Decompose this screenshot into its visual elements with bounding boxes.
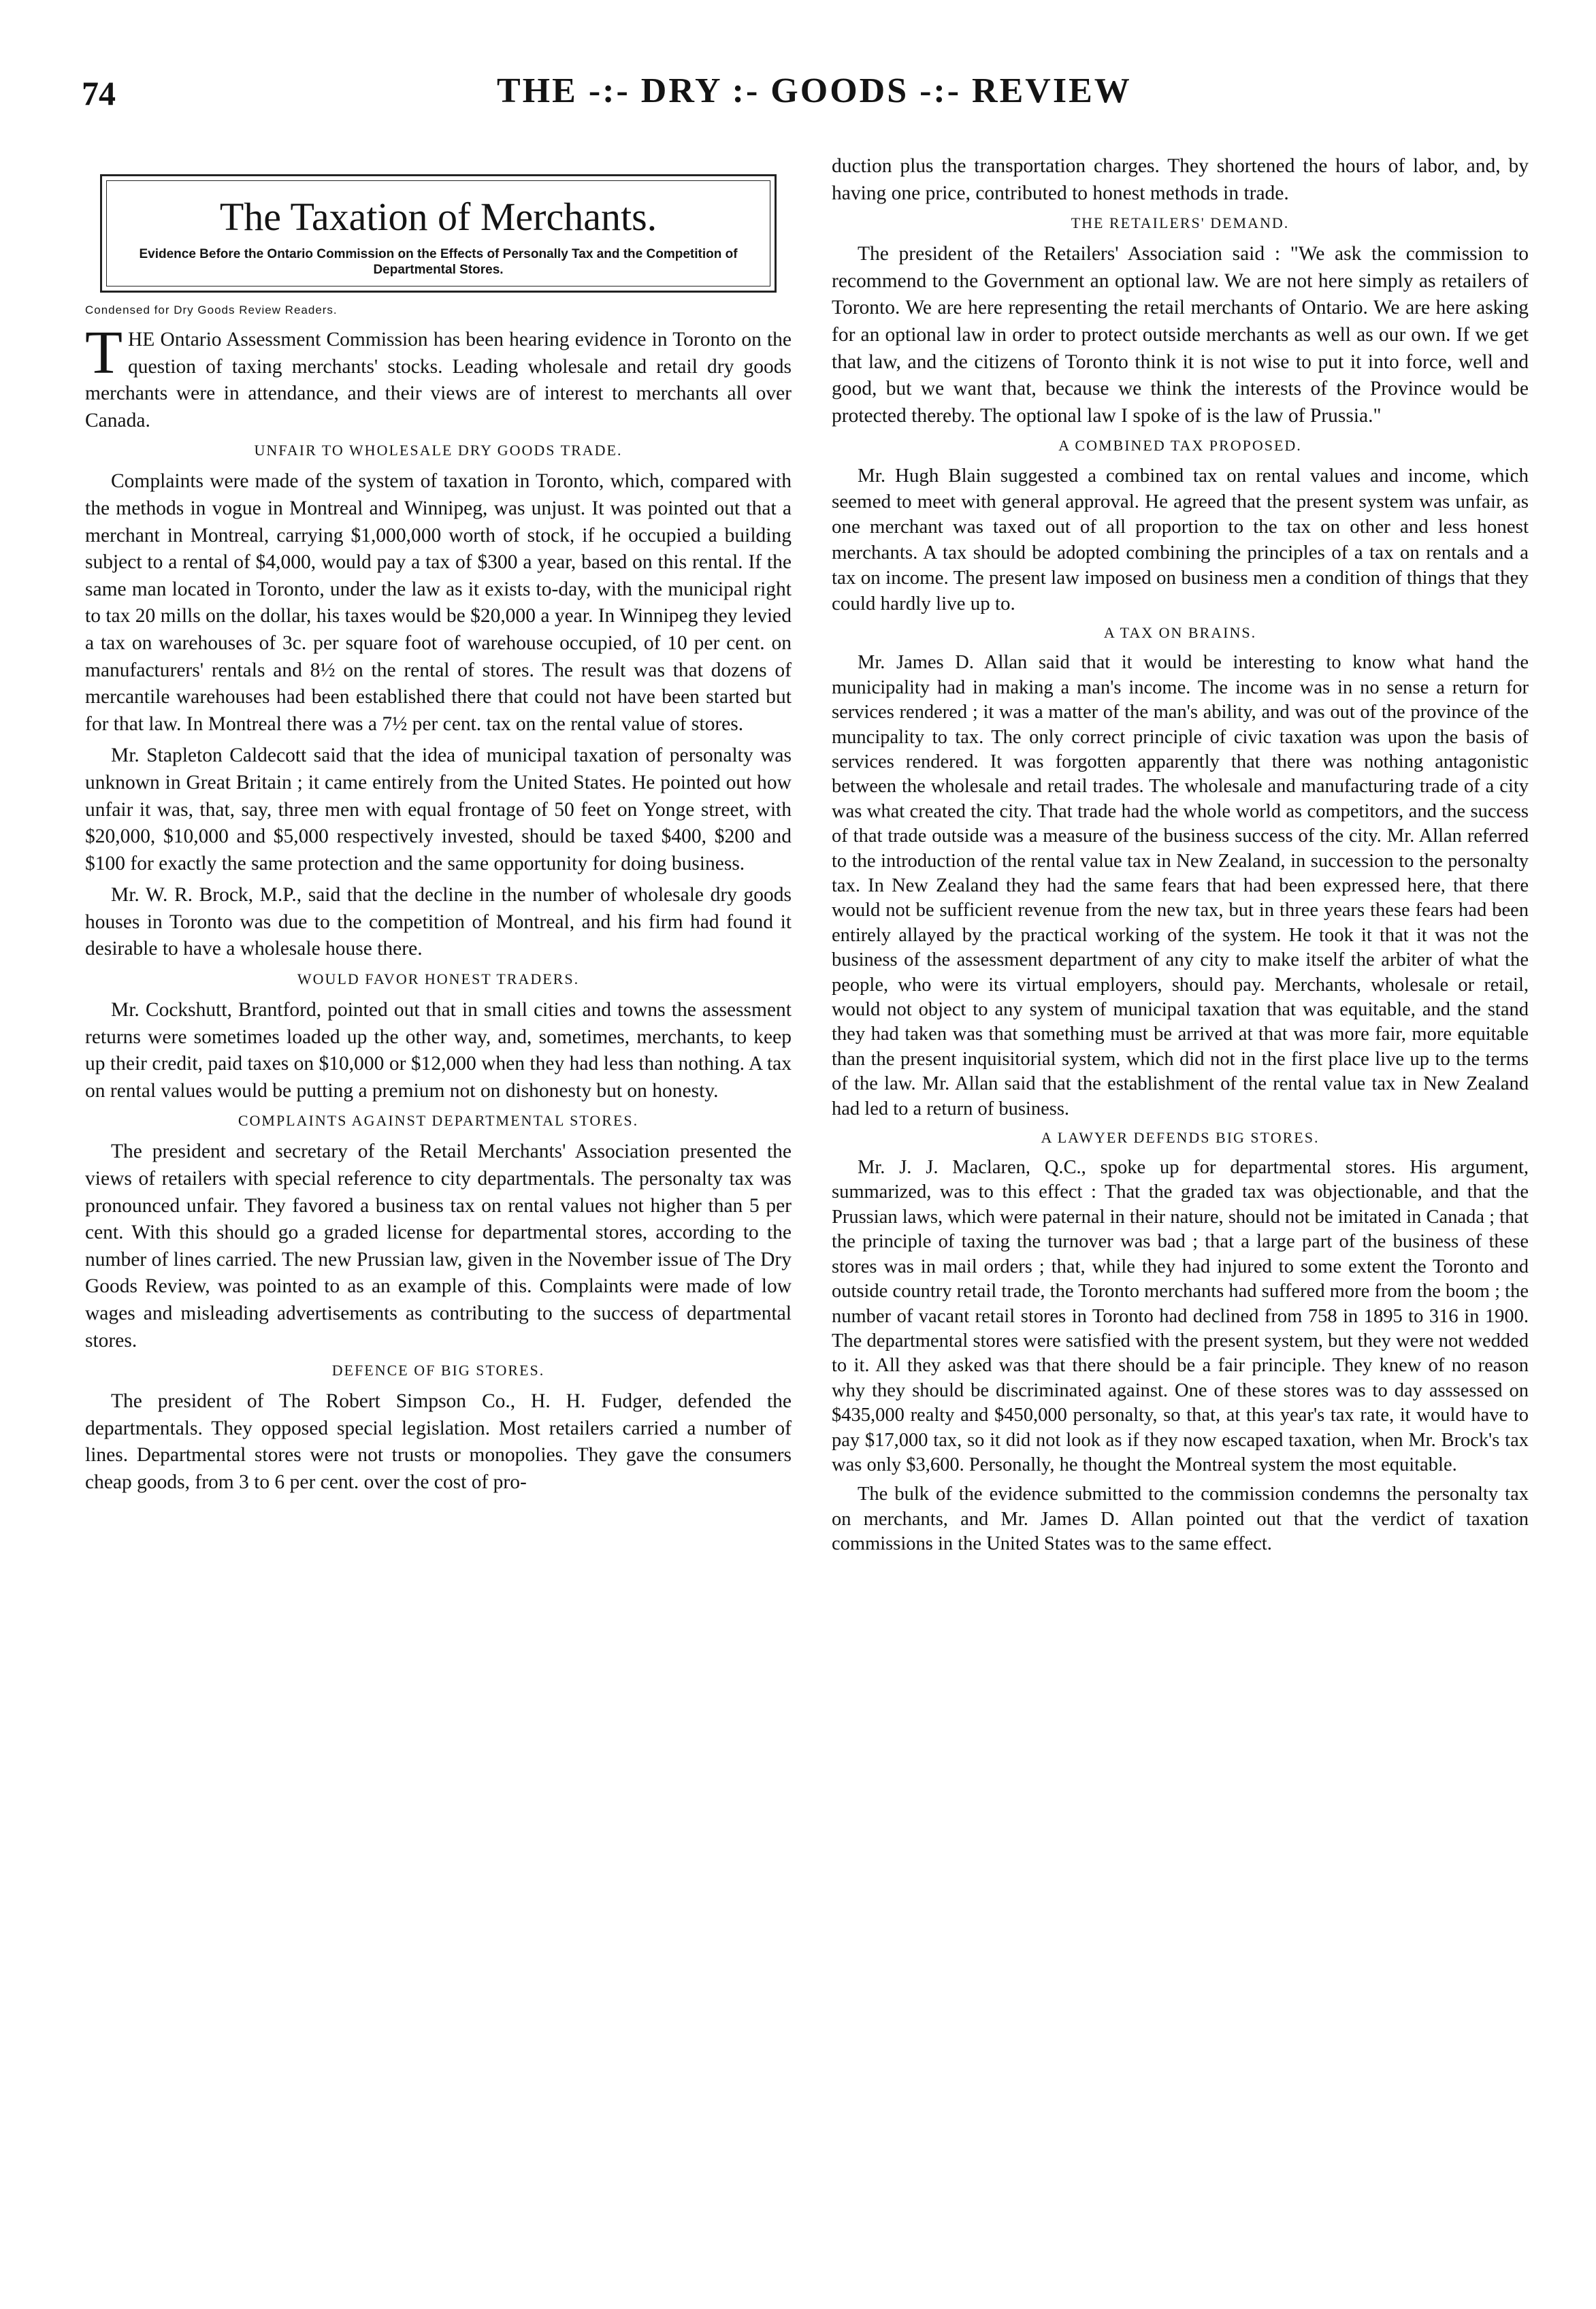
article-title: The Taxation of Merchants. xyxy=(219,195,657,239)
paragraph: The president of the Retailers' Association said : "We ask the commission to recommend to the Government an optional law. We are not here simply as retailers of Toronto. We are here representing the retail merchants of Ontario. We are here asking for an optional law in order to protect outside merchants as well as our own. If we get that law, and the citizens of Toronto think it is not wise to put it into force, well and good, but we want that, because we think the interests of the Province would be protected thereby. The optional law I spoke of is the law of Prussia." xyxy=(832,243,1529,427)
section-heading: A LAWYER DEFENDS BIG STORES. xyxy=(1041,1129,1320,1147)
lead-text: HE Ontario Assessment Commission has been hearing evidence in Toronto on the question of taxing merchants' stocks. Leading wholesale and retail dry goods merchants were in attendance, and their views are of interest to merchants all over Canada. xyxy=(85,329,792,431)
title-box-inner xyxy=(106,180,770,286)
paragraph: Complaints were made of the system of taxation in Toronto, which, compared with the methods in vogue in Montreal and Winnipeg, was unjust. It was pointed out that a merchant in Montreal, carrying $1,000,000 worth of stock, if he occupied a building subject to a rental of $4,000, would pay a tax of $300 a year, based on this rental. If the same man located in Toronto, under the law as it exists to-day, with the municipal right to tax 20 mills on the dollar, his taxes would be $20,000 a year. In Winnipeg they levied a tax on warehouses of 3c. per square foot of warehouse occupied, of 10 per cent. on manufacturers' rentals and 8½ on the rental of stores. The result was that dozens of mercantile warehouses had been established there that could not have been started but for that law. In Montreal there was a 7½ per cent. tax on the rental value of stores. xyxy=(85,470,792,735)
section-heading: UNFAIR TO WHOLESALE DRY GOODS TRADE. xyxy=(254,442,623,459)
paragraph: Mr. James D. Allan said that it would be interesting to know what hand the municipality had in making a man's income. The income was in no sense a return for services rendered ; it was a matter of the man's ability, and was out of the province of the muncipality to tax. The only correct principle of civic taxation was upon the basis of services rendered. It was forgotten apparently that there was nothing antagonistic between the wholesale and retail trades. The wholesale and manufacturing trade of a city was what created the city. That trade had the whole world as competitors, and the success of that trade outside was a measure of the business success of the city. Mr. Allan referred to the introduction of the rental value tax in New Zealand, in succession to the personalty tax. In New Zealand they had the same fears that had been expressed here, that there would not be sufficient revenue from the new tax, but in three years these fears had been entirely allayed by the practical working of the system. He took it that it was not the business of the assessment department of any city to make itself the arbiter of what the people, who were its virtual employers, should pay. Merchants, wholesale or retail, would not object to any system of municipal taxation that was equitable, and the stand they had taken was that something must be arrived at that was more fair, more equitable than the present inquisitorial system, which did not in the first place live up to the terms of the law. Mr. Allan said that the establishment of the rental value tax in New Zealand had led to a return of business. xyxy=(832,652,1529,1119)
paragraph: duction plus the transportation charges. They shortened the hours of labor, and, by having one price, contributed to honest methods in trade. xyxy=(832,155,1529,204)
lead-paragraph xyxy=(85,319,792,434)
paragraph: The president of The Robert Simpson Co., H. H. Fudger, defended the departmentals. They opposed special legislation. Most retailers carried a number of lines. Departmental stores were not trusts or monopolies. They gave the consumers cheap goods, from 3 to 6 per cent. over the cost of pro- xyxy=(85,1390,792,1493)
paragraph: Mr. W. R. Brock, M.P., said that the decline in the number of wholesale dry goods houses in Toronto was due to the competition of Montreal, and his firm had found it desirable to have a wholesale house there. xyxy=(85,884,792,960)
paragraph: The president and secretary of the Retail Merchants' Association presented the views of retailers with special reference to city departmentals. The personalty tax was pronounced unfair. They favored a business tax on rental values not higher than 5 per cent. With this should go a graded license for departmental stores, according to the number of lines carried. The new Prussian law, given in the November issue of The Dry Goods Review, was pointed to as an example of this. Complaints were made of low wages and misleading advertisements as contributing to the success of departmental stores. xyxy=(85,1141,792,1352)
right-column xyxy=(832,153,1529,1562)
section-heading: COMPLAINTS AGAINST DEPARTMENTAL STORES. xyxy=(238,1112,639,1130)
article-subtitle: Evidence Before the Ontario Commission on the Effects of Personally Tax and the Competition of Departmental Stores. xyxy=(139,247,738,277)
paragraph: The bulk of the evidence submitted to the commission condemns the personalty tax on merchants, and Mr. James D. Allan pointed out that the verdict of taxation commissions in the United States was to the same effect. xyxy=(832,1484,1529,1555)
paragraph: Mr. Cockshutt, Brantford, pointed out that in small cities and towns the assessment returns were sometimes loaded up the other way, and, sometimes, merchants, to keep up their credit, paid taxes on $10,000 or $12,000 when they had less than nothing. A tax on rental values would be putting a premium not on dishonesty but on honesty. xyxy=(85,999,792,1102)
section-heading: A COMBINED TAX PROPOSED. xyxy=(1058,437,1302,455)
section-heading: DEFENCE OF BIG STORES. xyxy=(331,1362,545,1379)
paragraph: Mr. Stapleton Caldecott said that the idea of municipal taxation of personalty was unknown in Great Britain ; it came entirely from the United States. He pointed out how unfair it was, that, say, three men with equal frontage of 50 feet on Yonge street, with $20,000, $10,000 and $5,000 respectively invested, should be taxed $400, $200 and $100 for exactly the same protection and the same opportunity for doing business. xyxy=(85,744,792,874)
paragraph: Mr. J. J. Maclaren, Q.C., spoke up for departmental stores. His argument, summarized, was to this effect : That the graded tax was objectionable, and that the Prussian laws, which were paternal in their nature, should not be imitated in Canada ; that the principle of taxing the turnover was bad ; that a large part of the business of these stores was in mail orders ; that, while they had injured to some extent the Toronto and outside country retail trade, the Toronto merchants had suffered more from the boom ; the number of vacant retail stores in Toronto had declined from 758 in 1895 to 316 in 1900. The departmental stores were satisfied with the present system, but they were not wedded to it. All they asked was that there should be a fair principle. They knew of no reason why they should be discriminated against. One of these stores was to day asssessed on $435,000 realty and $450,000 personalty, so that, at this year's tax rate, it would have to pay $17,000 tax, so it did not look as if they now escaped taxation, when Mr. Brock's tax was only $3,600. Personally, he thought the Montreal system the most equitable. xyxy=(832,1157,1529,1475)
section-heading: A TAX ON BRAINS. xyxy=(1103,624,1257,642)
left-column xyxy=(85,155,792,1501)
title-box xyxy=(100,174,777,293)
running-head: THE -:- DRY :- GOODS -:- REVIEW xyxy=(497,71,1132,110)
page-number: 74 xyxy=(82,74,116,112)
drop-cap: T xyxy=(85,319,123,387)
article-credit: Condensed for Dry Goods Review Readers. xyxy=(85,304,338,316)
section-heading: THE RETAILERS' DEMAND. xyxy=(1071,214,1290,232)
section-heading: WOULD FAVOR HONEST TRADERS. xyxy=(297,970,580,988)
paragraph: Mr. Hugh Blain suggested a combined tax on rental values and income, which seemed to meet with general approval. He agreed that the present system was unfair, as one merchant was taxed out of all proportion to the tax on other and less honest merchants. A tax should be adopted combining the principles of a tax on rentals and a tax on income. The present law imposed on business men a condition of things that they could hardly live up to. xyxy=(832,465,1529,615)
